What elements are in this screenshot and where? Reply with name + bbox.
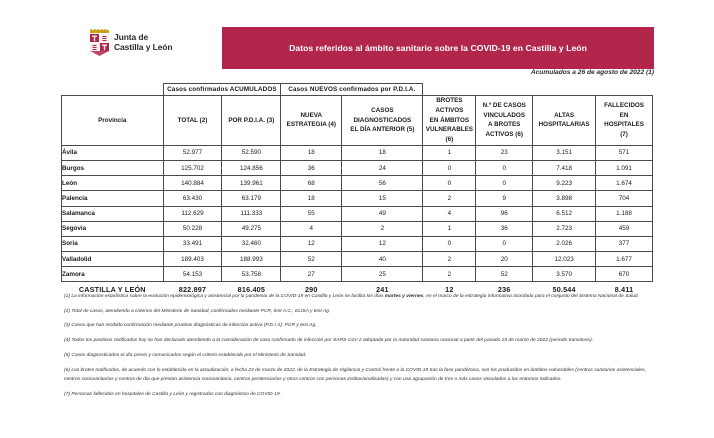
col-header-total bbox=[163, 96, 222, 146]
table-row bbox=[62, 176, 653, 191]
cell-provincia: Segovia bbox=[62, 221, 164, 236]
footnotes-block bbox=[64, 287, 654, 405]
cell-nueva-estrategia: 68 bbox=[281, 176, 342, 191]
cell-diag-anterior: 15 bbox=[342, 191, 423, 206]
cell-total: 63.430 bbox=[163, 191, 222, 206]
footnote-6 bbox=[64, 366, 654, 385]
footnote-text-pre: (7) Personas fallecidas en hospitales de Castilla y León y registradas con diagnóstico de COVID-19. bbox=[64, 391, 281, 397]
col-header-diag-anterior bbox=[342, 96, 423, 146]
footnote-7 bbox=[64, 390, 654, 400]
cell-provincia: Salamanca bbox=[62, 206, 164, 221]
cell-diag-anterior: 12 bbox=[342, 236, 423, 251]
cell-pdia: 124.856 bbox=[222, 160, 281, 175]
cell-pdia: 32.460 bbox=[222, 236, 281, 251]
cell-diag-anterior: 56 bbox=[342, 176, 423, 191]
cell-casos-vinculados: 96 bbox=[476, 206, 533, 221]
banner-title: Datos referidos al ámbito sanitario sobre la COVID-19 en Castilla y León bbox=[289, 43, 587, 53]
cell-nueva-estrategia: 36 bbox=[281, 160, 342, 175]
accumulated-date-note: Acumulados a 26 de agosto de 2022 (1) bbox=[530, 69, 654, 76]
col-header-line: (6) bbox=[445, 136, 454, 143]
cell-total-fallecidos: 8.411 bbox=[596, 282, 653, 298]
cell-casos-vinculados: 0 bbox=[476, 176, 533, 191]
group-header-row bbox=[62, 84, 653, 96]
cell-altas: 12.023 bbox=[533, 252, 596, 267]
col-header-line: A BROTES bbox=[488, 121, 521, 129]
junta-logo bbox=[0, 27, 173, 57]
col-header-line: ACTIVOS (6) bbox=[485, 131, 523, 139]
cell-casos-vinculados: 0 bbox=[476, 160, 533, 175]
table-row bbox=[62, 206, 653, 221]
cell-nueva-estrategia: 4 bbox=[281, 221, 342, 236]
col-header-line: BROTES bbox=[436, 97, 463, 104]
col-header-nueva-estrategia bbox=[281, 96, 342, 146]
col-header-line: EN bbox=[619, 111, 629, 119]
cell-altas: 6.512 bbox=[533, 206, 596, 221]
cell-fallecidos: 571 bbox=[596, 145, 653, 160]
cell-pdia: 49.275 bbox=[222, 221, 281, 236]
footnote-text-pre: (3) Casos que han recibido confirmación mediante pruebas diagnósticas de infección activa (P.D.I.A): PCR y test Ag. bbox=[64, 323, 317, 329]
cell-total-casos-vinculados: 236 bbox=[476, 282, 533, 298]
cell-casos-vinculados: 0 bbox=[476, 236, 533, 251]
cell-total-total: 822.897 bbox=[163, 282, 222, 298]
group-header-nuevos: Casos NUEVOS confirmados por P.D.I.A. bbox=[281, 84, 423, 96]
cell-total: 52.977 bbox=[163, 145, 222, 160]
cell-brotes-activos: 1 bbox=[423, 145, 476, 160]
col-header-line: ESTRATEGIA (4) bbox=[286, 121, 336, 129]
col-header-brotes-activos bbox=[423, 96, 476, 146]
col-header-line: (7) bbox=[620, 131, 628, 139]
table-row bbox=[62, 160, 653, 175]
footnote-text-pre: (6) Los brotes notificados, de acuerdo con lo establecido en la actualización, a fecha 23 de marzo de 2022, de la Estrategia de Vigilancia y Control frente a la COVID-19 tras la fase pandémica, son los producidos en ámbitos vulnerables (centros sanitarios asistenciales, centros sociosanitarios y centros de día que prestan asistencia sociosanitaria, centros penitenciarios y otros centros con personas institucionalizadas) y con una agrupación de tres o más casos vinculados a los entornos indicados. bbox=[64, 367, 646, 383]
footnote-5 bbox=[64, 351, 654, 361]
col-header-fallecidos bbox=[596, 96, 653, 146]
col-header-line: FALLECIDOS bbox=[604, 101, 644, 109]
cell-total: 33.491 bbox=[163, 236, 222, 251]
group-header-spacer-5 bbox=[596, 84, 653, 96]
cell-fallecidos: 377 bbox=[596, 236, 653, 251]
col-header-line: Provincia bbox=[98, 116, 127, 124]
col-header-line: EL DÍA ANTERIOR (5) bbox=[350, 126, 415, 134]
group-header-spacer-2 bbox=[423, 84, 476, 96]
cell-diag-anterior: 25 bbox=[342, 267, 423, 282]
cell-altas: 3.151 bbox=[533, 145, 596, 160]
page-header bbox=[0, 27, 714, 71]
cell-nueva-estrategia: 18 bbox=[281, 145, 342, 160]
cell-diag-anterior: 2 bbox=[342, 221, 423, 236]
group-header-spacer-3 bbox=[476, 84, 533, 96]
covid-data-table bbox=[61, 83, 653, 297]
cell-altas: 3.898 bbox=[533, 191, 596, 206]
cell-brotes-activos: 2 bbox=[423, 252, 476, 267]
coat-of-arms-icon bbox=[88, 29, 111, 57]
cell-pdia: 52.590 bbox=[222, 145, 281, 160]
col-header-line: CASOS bbox=[371, 106, 394, 114]
cell-fallecidos: 1.188 bbox=[596, 206, 653, 221]
cell-casos-vinculados: 52 bbox=[476, 267, 533, 282]
cell-fallecidos: 704 bbox=[596, 191, 653, 206]
cell-fallecidos: 1.674 bbox=[596, 176, 653, 191]
footnote-3 bbox=[64, 321, 654, 331]
col-header-line: NUEVA bbox=[300, 111, 323, 119]
cell-nueva-estrategia: 18 bbox=[281, 191, 342, 206]
cell-pdia: 139.961 bbox=[222, 176, 281, 191]
cell-casos-vinculados: 23 bbox=[476, 145, 533, 160]
cell-fallecidos: 670 bbox=[596, 267, 653, 282]
cell-provincia: Burgos bbox=[62, 160, 164, 175]
cell-altas: 9.223 bbox=[533, 176, 596, 191]
table-row bbox=[62, 267, 653, 282]
group-header-acumulados: Casos confirmados ACUMULADOS bbox=[163, 84, 281, 96]
col-header-line: VINCULADOS bbox=[483, 111, 526, 119]
cell-provincia: Ávila bbox=[62, 145, 164, 160]
table-row bbox=[62, 221, 653, 236]
logo-line-2: Castilla y León bbox=[114, 42, 173, 52]
cell-nueva-estrategia: 52 bbox=[281, 252, 342, 267]
cell-altas: 7.418 bbox=[533, 160, 596, 175]
cell-altas: 3.570 bbox=[533, 267, 596, 282]
cell-brotes-activos: 2 bbox=[423, 191, 476, 206]
cell-brotes-activos: 4 bbox=[423, 206, 476, 221]
cell-pdia: 53.758 bbox=[222, 267, 281, 282]
footnote-2 bbox=[64, 307, 654, 317]
cell-provincia: Valladolid bbox=[62, 252, 164, 267]
cell-total-label: CASTILLA Y LEÓN bbox=[62, 282, 164, 298]
footnote-text-pre: (2) Total de casos, atendiendo a criterios del Ministerio de Sanidad, confirmados mediante PCR, test A.C., ELISA y test Ag. bbox=[64, 308, 331, 314]
col-header-line: HOSPITALARIAS bbox=[538, 121, 590, 129]
cell-brotes-activos: 0 bbox=[423, 176, 476, 191]
covid-table-container bbox=[61, 83, 653, 297]
cell-total-brotes-activos: 12 bbox=[423, 282, 476, 298]
cell-total-altas: 50.544 bbox=[533, 282, 596, 298]
cell-total: 112.629 bbox=[163, 206, 222, 221]
footnote-4 bbox=[64, 336, 654, 346]
cell-brotes-activos: 0 bbox=[423, 160, 476, 175]
cell-provincia: Zamora bbox=[62, 267, 164, 282]
table-row bbox=[62, 191, 653, 206]
cell-nueva-estrategia: 12 bbox=[281, 236, 342, 251]
table-row bbox=[62, 252, 653, 267]
cell-fallecidos: 1.091 bbox=[596, 160, 653, 175]
cell-casos-vinculados: 9 bbox=[476, 191, 533, 206]
cell-casos-vinculados: 36 bbox=[476, 221, 533, 236]
cell-pdia: 188.993 bbox=[222, 252, 281, 267]
col-header-line: ACTIVOS bbox=[435, 106, 464, 114]
col-header-casos-vinculados bbox=[476, 96, 533, 146]
table-row bbox=[62, 236, 653, 251]
cell-altas: 2.723 bbox=[533, 221, 596, 236]
cell-nueva-estrategia: 55 bbox=[281, 206, 342, 221]
col-header-line: POR P.D.I.A. (3) bbox=[228, 116, 275, 124]
footnote-text-pre: (4) Todos los positivos notificados hoy se han declarado atendiendo a la consideración de caso confirmado de infección por SARS-CoV-2 adoptada por la Autoridad sanitaria nacional a partir del pasado 23 de marzo de 2022 (periodo transitorio). bbox=[64, 338, 594, 344]
cell-altas: 2.026 bbox=[533, 236, 596, 251]
col-header-provincia bbox=[62, 96, 164, 146]
cell-total-pdia: 816.405 bbox=[222, 282, 281, 298]
footnote-text-pre: (5) Casos diagnosticados el día previo y comunicados según el criterio establecido por el Ministerio de Sanidad. bbox=[64, 352, 307, 358]
cell-total-nueva-estrategia: 290 bbox=[281, 282, 342, 298]
footnote-1 bbox=[64, 292, 654, 302]
cell-casos-vinculados: 20 bbox=[476, 252, 533, 267]
cell-provincia: Soria bbox=[62, 236, 164, 251]
cell-brotes-activos: 0 bbox=[423, 236, 476, 251]
footnote-text-pre: (1) La información estadística sobre la evolución epidemiológica y asistencial por la pandemia de la COVID-19 en Castilla y León se facilita los días bbox=[64, 293, 385, 299]
col-header-line: EN ÁMBITOS bbox=[429, 116, 470, 124]
cell-pdia: 111.333 bbox=[222, 206, 281, 221]
footnote-text-post: , en el marco de la estrategia informativa acordada para el conjunto del Sistema Nacional de Salud. bbox=[423, 293, 639, 299]
title-banner bbox=[222, 27, 654, 69]
cell-diag-anterior: 40 bbox=[342, 252, 423, 267]
group-header-spacer bbox=[62, 84, 164, 96]
junta-logo-text bbox=[114, 33, 173, 52]
col-header-line: N.º DE CASOS bbox=[482, 101, 526, 109]
col-header-line: TOTAL (2) bbox=[177, 116, 208, 124]
cell-fallecidos: 459 bbox=[596, 221, 653, 236]
cell-diag-anterior: 49 bbox=[342, 206, 423, 221]
col-header-altas bbox=[533, 96, 596, 146]
col-header-line: DIAGNOSTICADOS bbox=[353, 116, 412, 124]
logo-line-1: Junta de bbox=[114, 32, 149, 43]
cell-brotes-activos: 2 bbox=[423, 267, 476, 282]
col-header-line: ALTAS bbox=[554, 111, 575, 119]
footnote-text-bold: martes y viernes bbox=[384, 293, 424, 299]
cell-total: 54.153 bbox=[163, 267, 222, 282]
col-header-line: HOSPITALES bbox=[604, 121, 644, 129]
cell-provincia: León bbox=[62, 176, 164, 191]
cell-fallecidos: 1.677 bbox=[596, 252, 653, 267]
table-head bbox=[62, 84, 653, 146]
col-header-line: VULNERABLES bbox=[425, 126, 473, 134]
group-header-spacer-4 bbox=[533, 84, 596, 96]
cell-brotes-activos: 1 bbox=[423, 221, 476, 236]
cell-total-diag-anterior: 241 bbox=[342, 282, 423, 298]
col-header-pdia bbox=[222, 96, 281, 146]
cell-total: 125.702 bbox=[163, 160, 222, 175]
cell-total: 140.884 bbox=[163, 176, 222, 191]
table-row bbox=[62, 145, 653, 160]
table-body bbox=[62, 145, 653, 297]
cell-total: 189.403 bbox=[163, 252, 222, 267]
cell-pdia: 63.179 bbox=[222, 191, 281, 206]
cell-nueva-estrategia: 27 bbox=[281, 267, 342, 282]
column-header-row bbox=[62, 96, 653, 146]
cell-diag-anterior: 24 bbox=[342, 160, 423, 175]
cell-provincia: Palencia bbox=[62, 191, 164, 206]
cell-diag-anterior: 18 bbox=[342, 145, 423, 160]
cell-total: 50.228 bbox=[163, 221, 222, 236]
